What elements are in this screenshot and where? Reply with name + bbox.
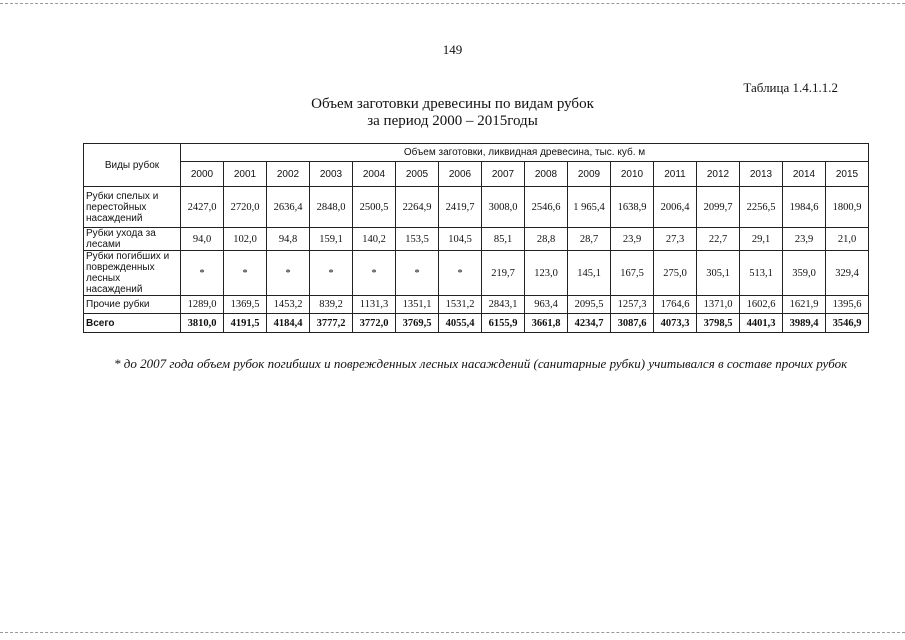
- table-cell: *: [224, 251, 267, 296]
- table-cell: 3769,5: [396, 314, 439, 333]
- table-cell: 167,5: [611, 251, 654, 296]
- year-header: 2006: [439, 162, 482, 187]
- table-cell: 3087,6: [611, 314, 654, 333]
- scan-edge-bottom: [0, 632, 905, 633]
- table-cell: 27,3: [654, 228, 697, 251]
- year-header: 2010: [611, 162, 654, 187]
- title-line-1: Объем заготовки древесины по видам рубок: [311, 96, 594, 112]
- table-cell: 219,7: [482, 251, 525, 296]
- table-cell: 21,0: [826, 228, 869, 251]
- table-cell: 1602,6: [740, 296, 783, 314]
- table-cell: 4073,3: [654, 314, 697, 333]
- table-cell: 1638,9: [611, 187, 654, 228]
- table-cell: 275,0: [654, 251, 697, 296]
- year-header: 2005: [396, 162, 439, 187]
- table-cell: 1395,6: [826, 296, 869, 314]
- table-cell: 28,7: [568, 228, 611, 251]
- table-cell: 1453,2: [267, 296, 310, 314]
- year-header: 2014: [783, 162, 826, 187]
- row-label: Рубки погибших и поврежденных лесных насаждений: [84, 251, 181, 296]
- table-row: [84, 296, 869, 314]
- year-header: 2012: [697, 162, 740, 187]
- table-cell: 2006,4: [654, 187, 697, 228]
- table-cell: *: [353, 251, 396, 296]
- table-cell: 159,1: [310, 228, 353, 251]
- table-cell: 29,1: [740, 228, 783, 251]
- year-header: 2009: [568, 162, 611, 187]
- table-cell: 1800,9: [826, 187, 869, 228]
- year-header: 2000: [181, 162, 224, 187]
- table-cell: *: [310, 251, 353, 296]
- table-cell: 1531,2: [439, 296, 482, 314]
- year-header: 2008: [525, 162, 568, 187]
- table-row: [84, 228, 869, 251]
- table-cell: *: [267, 251, 310, 296]
- row-label: Рубки ухода за лесами: [84, 228, 181, 251]
- table-number: Таблица 1.4.1.1.2: [743, 80, 838, 95]
- table-row-total: [84, 314, 869, 333]
- table-cell: 3777,2: [310, 314, 353, 333]
- row-label: Прочие рубки: [84, 296, 181, 314]
- year-header: 2011: [654, 162, 697, 187]
- table-cell: 2427,0: [181, 187, 224, 228]
- table-cell: 1621,9: [783, 296, 826, 314]
- table-cell: 2095,5: [568, 296, 611, 314]
- table-cell: 963,4: [525, 296, 568, 314]
- year-header: 2007: [482, 162, 525, 187]
- table-cell: 1 965,4: [568, 187, 611, 228]
- table-cell: 2720,0: [224, 187, 267, 228]
- table-cell: 359,0: [783, 251, 826, 296]
- table-cell: 4055,4: [439, 314, 482, 333]
- table-cell: 153,5: [396, 228, 439, 251]
- year-header: 2013: [740, 162, 783, 187]
- table-cell: 1984,6: [783, 187, 826, 228]
- table-cell: 6155,9: [482, 314, 525, 333]
- table-cell: 2843,1: [482, 296, 525, 314]
- row-label: Рубки спелых и перестойных насаждений: [84, 187, 181, 228]
- table-cell: 305,1: [697, 251, 740, 296]
- table-cell: 2419,7: [439, 187, 482, 228]
- table-cell: 2099,7: [697, 187, 740, 228]
- table-cell: 2264,9: [396, 187, 439, 228]
- table-cell: 94,0: [181, 228, 224, 251]
- harvest-volume-table: [83, 143, 869, 333]
- table-cell: 2636,4: [267, 187, 310, 228]
- table-title: [0, 96, 905, 130]
- table-cell: 94,8: [267, 228, 310, 251]
- table-cell: 3546,9: [826, 314, 869, 333]
- table-cell: 28,8: [525, 228, 568, 251]
- table-cell: 85,1: [482, 228, 525, 251]
- table-cell: 123,0: [525, 251, 568, 296]
- table-cell: *: [181, 251, 224, 296]
- table-cell: 1371,0: [697, 296, 740, 314]
- year-header: 2003: [310, 162, 353, 187]
- table-cell: 145,1: [568, 251, 611, 296]
- table-cell: 4184,4: [267, 314, 310, 333]
- table-cell: 104,5: [439, 228, 482, 251]
- title-line-2: за период 2000 – 2015годы: [367, 113, 538, 129]
- table-cell: 839,2: [310, 296, 353, 314]
- table-cell: 2546,6: [525, 187, 568, 228]
- table-cell: 1369,5: [224, 296, 267, 314]
- table-cell: 3989,4: [783, 314, 826, 333]
- table-cell: 22,7: [697, 228, 740, 251]
- table-cell: 3798,5: [697, 314, 740, 333]
- table-cell: 1351,1: [396, 296, 439, 314]
- table-cell: 1289,0: [181, 296, 224, 314]
- year-header: 2002: [267, 162, 310, 187]
- kind-header: Виды рубок: [84, 144, 181, 187]
- table-cell: 4234,7: [568, 314, 611, 333]
- table-cell: 3661,8: [525, 314, 568, 333]
- table-cell: 1257,3: [611, 296, 654, 314]
- table-cell: 140,2: [353, 228, 396, 251]
- years-row: [84, 162, 869, 187]
- table-cell: *: [396, 251, 439, 296]
- footnote: * до 2007 года объем рубок погибших и поврежденных лесных насаждений (санитарные рубки) учитывался в составе прочих рубок: [114, 356, 848, 371]
- table-cell: 329,4: [826, 251, 869, 296]
- year-header: 2015: [826, 162, 869, 187]
- scan-edge-top: [0, 3, 905, 4]
- table-cell: 1764,6: [654, 296, 697, 314]
- table-cell: 23,9: [783, 228, 826, 251]
- table-cell: 2848,0: [310, 187, 353, 228]
- table-cell: 3810,0: [181, 314, 224, 333]
- year-header: 2001: [224, 162, 267, 187]
- table-row: [84, 187, 869, 228]
- table-cell: 513,1: [740, 251, 783, 296]
- table-cell: *: [439, 251, 482, 296]
- table-cell: 1131,3: [353, 296, 396, 314]
- table-cell: 3772,0: [353, 314, 396, 333]
- table-cell: 2500,5: [353, 187, 396, 228]
- table-cell: 4191,5: [224, 314, 267, 333]
- table-cell: 4401,3: [740, 314, 783, 333]
- group-header: Объем заготовки, ликвидная древесина, тыс. куб. м: [181, 144, 869, 162]
- table-row: [84, 251, 869, 296]
- table-cell: 23,9: [611, 228, 654, 251]
- table-cell: 3008,0: [482, 187, 525, 228]
- page-number: 149: [442, 42, 463, 57]
- year-header: 2004: [353, 162, 396, 187]
- row-label: Всего: [84, 314, 181, 333]
- table-cell: 2256,5: [740, 187, 783, 228]
- table-cell: 102,0: [224, 228, 267, 251]
